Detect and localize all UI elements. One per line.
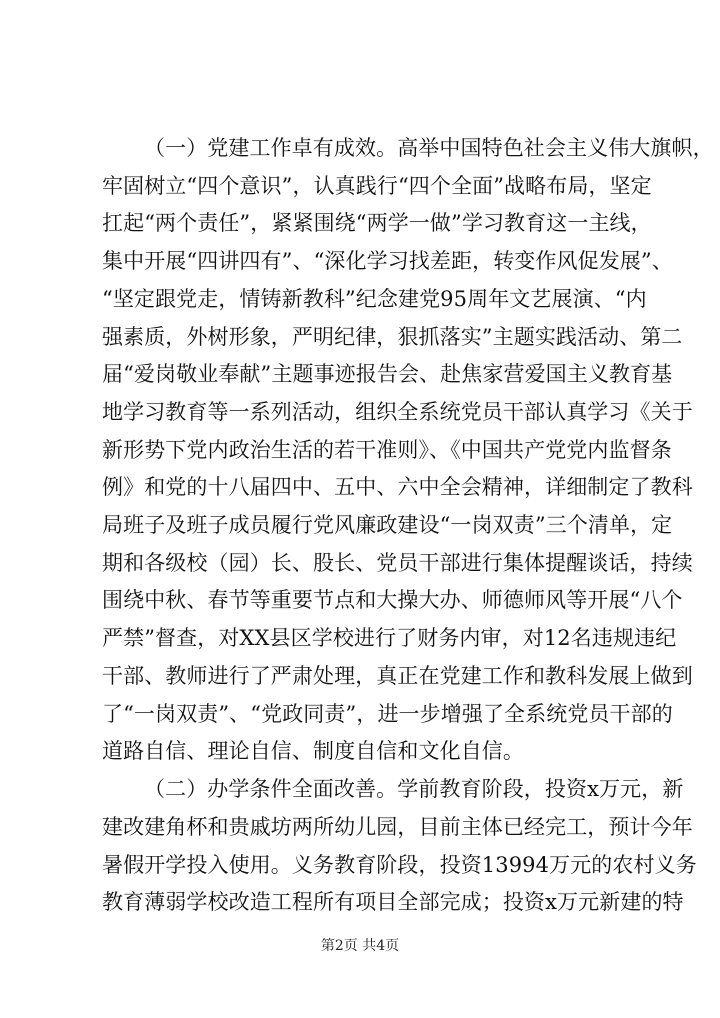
paragraph-1-line-5: “坚定跟党走，情铸新教科”纪念建党95周年文艺展演、“内	[102, 287, 647, 311]
paragraph-2-line-2: 建改建角杯和贵戚坊两所幼儿园，目前主体已经完工，预计今年	[102, 815, 693, 839]
paragraph-2-line-4: 教育薄弱学校改造工程所有项目全部完成；投资x万元新建的特	[102, 890, 684, 914]
paragraph-1-line-16: 了“一岗双责”、“党政同责”，进一步增强了全系统党员干部的	[102, 702, 673, 726]
paragraph-1-line-11: 局班子及班子成员履行党风廉政建设“一岗双责”三个清单，定	[102, 513, 673, 537]
paragraph-1-line-9: 新形势下党内政治生活的若干准则》、《中国共产党党内监督条	[102, 438, 672, 462]
paragraph-1-line-13: 围绕中秋、春节等重要节点和大操大办、师德师风等开展“八个	[102, 588, 683, 612]
paragraph-1-line-7: 届“爱岗敬业奉献”主题事迹报告会、赴焦家营爱国主义教育基	[102, 362, 673, 386]
paragraph-1-line-12: 期和各级校（园）长、股长、党员干部进行集体提醒谈话，持续	[102, 551, 693, 575]
paragraph-1-line-3: 扛起“两个责任”，紧紧围绕“两学一做”学习教育这一主线，	[102, 211, 652, 235]
paragraph-1-line-2: 牢固树立“四个意识”，认真践行“四个全面”战略布局，坚定	[102, 174, 652, 198]
page-number-footer: 第2页 共4页	[320, 938, 400, 954]
paragraph-1-line-14: 严禁”督查，对XX县区学校进行了财务内审，对12名违规违纪	[102, 626, 677, 650]
paragraph-1-line-6: 强素质，外树形象，严明纪律，狠抓落实”主题实践活动、第二	[102, 325, 683, 349]
paragraph-1-line-1: （一）党建工作卓有成效。高举中国特色社会主义伟大旗帜，	[144, 136, 714, 160]
paragraph-1-line-4: 集中开展“四讲四有”、“深化学习找差距，转变作风促发展”、	[102, 249, 673, 273]
paragraph-1-line-17: 道路自信、理论自信、制度自信和文化自信。	[102, 739, 524, 763]
paragraph-1-line-15: 干部、教师进行了严肃处理，真正在党建工作和教科发展上做到	[102, 664, 693, 688]
paragraph-2-line-3: 暑假开学投入使用。义务教育阶段，投资13994万元的农村义务	[102, 853, 697, 877]
paragraph-1-line-8: 地学习教育等一系列活动，组织全系统党员干部认真学习《关于	[102, 400, 693, 424]
paragraph-1-line-10: 例》和党的十八届四中、五中、六中全会精神，详细制定了教科	[102, 475, 693, 499]
paragraph-2-line-1: （二）办学条件全面改善。学前教育阶段，投资x万元，新	[144, 777, 684, 801]
